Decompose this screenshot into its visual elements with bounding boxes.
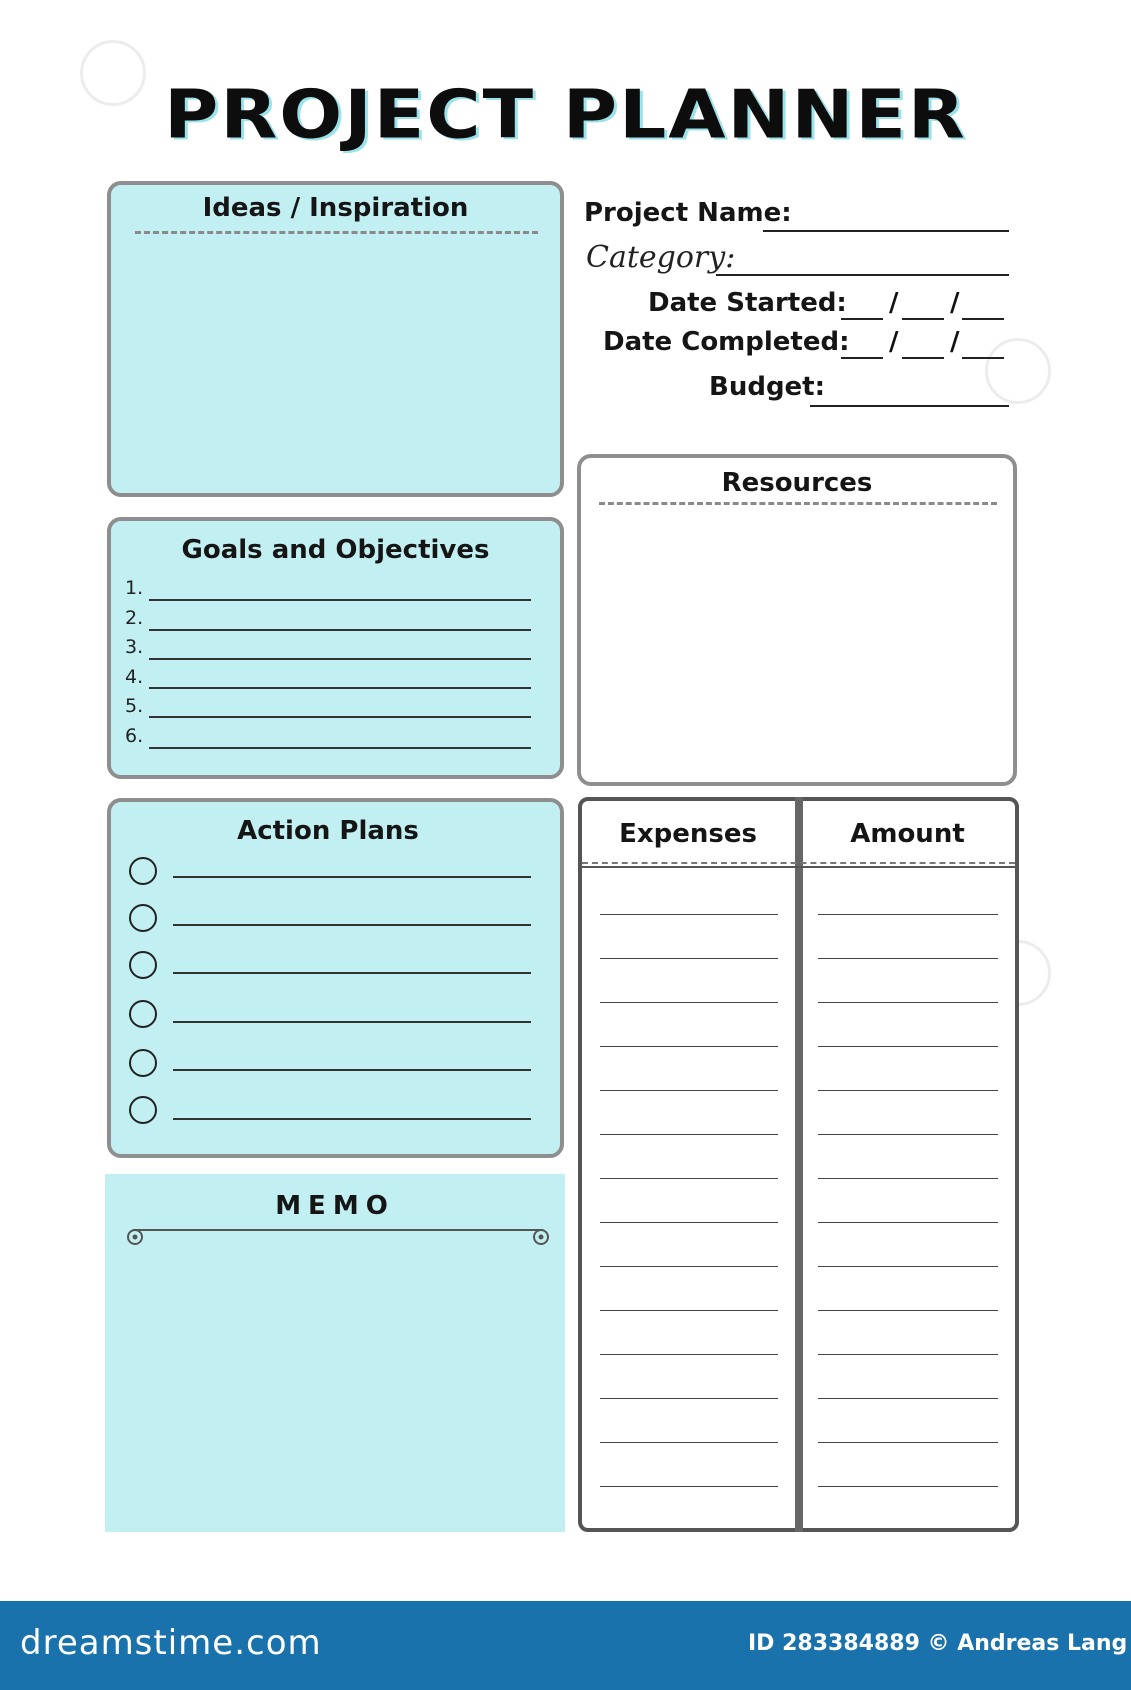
amount-line[interactable] (818, 1354, 998, 1355)
date-completed-label: Date Completed: (603, 327, 850, 357)
memo-title: MEMO (275, 1191, 395, 1221)
amount-line[interactable] (818, 1398, 998, 1399)
goal-line-1[interactable] (149, 599, 531, 601)
checkbox-circle[interactable] (129, 1000, 157, 1028)
expense-line[interactable] (600, 1090, 778, 1091)
date-separator: / (889, 288, 899, 318)
amount-line[interactable] (818, 958, 998, 959)
goal-number: 3. (125, 636, 144, 658)
amount-line[interactable] (818, 1178, 998, 1179)
expense-line[interactable] (600, 1002, 778, 1003)
action-line[interactable] (173, 1021, 531, 1023)
action-line[interactable] (173, 972, 531, 974)
action-plans-title: Action Plans (237, 816, 419, 846)
ideas-title: Ideas / Inspiration (202, 193, 469, 223)
expense-line[interactable] (600, 1266, 778, 1267)
expense-line[interactable] (600, 1442, 778, 1443)
date-started-label: Date Started: (648, 288, 847, 318)
expense-line[interactable] (600, 1134, 778, 1135)
checkbox-circle[interactable] (129, 857, 157, 885)
expense-line[interactable] (600, 1178, 778, 1179)
divider (135, 231, 538, 234)
goal-line-2[interactable] (149, 629, 531, 631)
goal-line-4[interactable] (149, 687, 531, 689)
header-divider (582, 862, 1015, 864)
project-name-label: Project Name: (584, 198, 792, 228)
amount-line[interactable] (818, 1266, 998, 1267)
budget-line[interactable] (810, 405, 1009, 407)
checkbox-circle[interactable] (129, 1049, 157, 1077)
checkbox-circle[interactable] (129, 1096, 157, 1124)
memo-panel[interactable] (105, 1174, 565, 1532)
column-divider (795, 797, 803, 1532)
amount-line[interactable] (818, 914, 998, 915)
date-separator: / (950, 288, 960, 318)
amount-line[interactable] (818, 1310, 998, 1311)
action-line[interactable] (173, 1069, 531, 1071)
goals-title: Goals and Objectives (181, 535, 490, 565)
expense-line[interactable] (600, 1222, 778, 1223)
page-title: PROJECT PLANNER (164, 76, 967, 154)
checkbox-circle[interactable] (129, 904, 157, 932)
amount-line[interactable] (818, 1002, 998, 1003)
goals-panel (107, 517, 564, 779)
expenses-table (578, 797, 1019, 1532)
amount-line[interactable] (818, 1486, 998, 1487)
action-line[interactable] (173, 876, 531, 878)
checkbox-circle[interactable] (129, 951, 157, 979)
amount-header: Amount (850, 819, 965, 849)
action-line[interactable] (173, 924, 531, 926)
goal-number: 2. (125, 607, 144, 629)
goal-number: 6. (125, 725, 144, 747)
amount-line[interactable] (818, 1046, 998, 1047)
amount-line[interactable] (818, 1134, 998, 1135)
memo-flourish-divider (123, 1222, 553, 1250)
expense-line[interactable] (600, 1354, 778, 1355)
footer-bar (0, 1601, 1131, 1690)
expense-line[interactable] (600, 1046, 778, 1047)
date-completed-day[interactable] (902, 357, 944, 359)
expense-line[interactable] (600, 914, 778, 915)
goal-number: 5. (125, 695, 144, 717)
expense-line[interactable] (600, 1486, 778, 1487)
category-line[interactable] (716, 274, 1009, 276)
project-name-line[interactable] (763, 230, 1009, 232)
date-started-year[interactable] (962, 318, 1004, 320)
header-divider (582, 866, 1015, 868)
action-line[interactable] (173, 1118, 531, 1120)
category-label: Category: (586, 240, 736, 275)
divider (599, 502, 997, 505)
goal-number: 4. (125, 666, 144, 688)
action-plans-panel (107, 798, 564, 1158)
goal-line-6[interactable] (149, 747, 531, 749)
footer-brand: dreamstime.com (20, 1623, 322, 1663)
expense-line[interactable] (600, 958, 778, 959)
date-completed-year[interactable] (962, 357, 1004, 359)
goal-number: 1. (125, 577, 144, 599)
footer-credit: ID 283384889 © Andreas Lang (748, 1631, 1128, 1656)
expense-line[interactable] (600, 1398, 778, 1399)
expense-line[interactable] (600, 1310, 778, 1311)
goal-line-3[interactable] (149, 658, 531, 660)
date-started-month[interactable] (841, 318, 883, 320)
date-completed-month[interactable] (841, 357, 883, 359)
resources-title: Resources (721, 468, 873, 498)
goal-line-5[interactable] (149, 716, 531, 718)
amount-line[interactable] (818, 1442, 998, 1443)
watermark-swirl-icon (985, 338, 1051, 404)
resources-panel[interactable] (577, 454, 1017, 786)
expenses-header: Expenses (619, 819, 757, 849)
ideas-panel[interactable] (107, 181, 564, 497)
date-separator: / (950, 327, 960, 357)
amount-line[interactable] (818, 1090, 998, 1091)
date-started-day[interactable] (902, 318, 944, 320)
amount-line[interactable] (818, 1222, 998, 1223)
date-separator: / (889, 327, 899, 357)
budget-label: Budget: (709, 372, 826, 402)
